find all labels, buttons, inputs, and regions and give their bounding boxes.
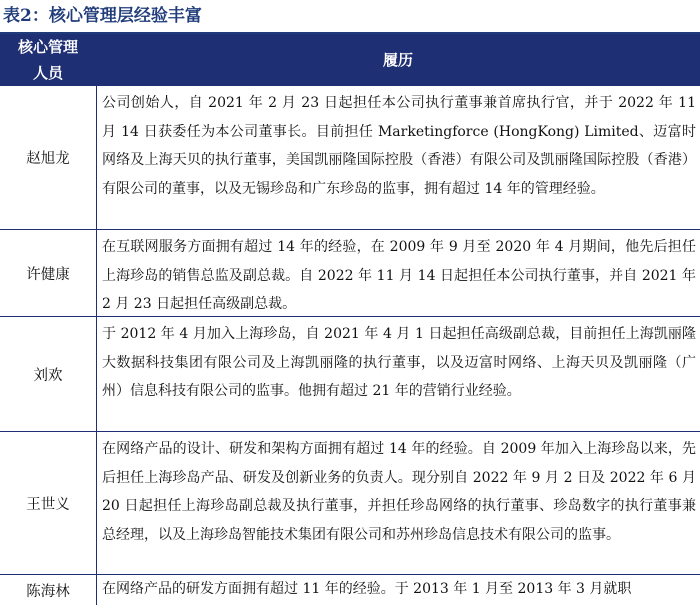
table-header [0,34,700,86]
table-row [0,230,700,316]
row-person-name: 刘欢 [33,367,63,384]
table-row [0,575,700,605]
row-resume-text: 公司创始人，自 2021 年 2 月 23 日起担任本公司执行董事兼首席执行官，并于 2022 年 11 月 14 日获委任为本公司董事长。目前担任 Marketingforce (HongKong) Limited、迈富时网络及上海天贝的执行董事，美国凯丽隆国际控股（香港）有限公司及凯丽隆国际控股（香港）有限公司的董事，以及无锡珍岛和广东珍岛的监事，拥有超过 14 年的管理经验。 [102,95,696,197]
table-row [0,317,700,431]
table-row [0,432,700,574]
row-person-name: 赵旭龙 [26,151,70,167]
row-resume-text: 在互联网服务方面拥有超过 14 年的经验，在 2009 年 9 月至 2020 年 4 月期间，他先后担任上海珍岛的销售总监及副总裁。自 2022 年 11 月 14 日起担任本公司执行董事，并自 2021 年 2 月 23 日起担任高级副总裁。 [102,239,696,312]
header-resume-column: 履历 [382,51,413,69]
row-resume-text: 在网络产品的设计、研发和架构方面拥有超过 14 年的经验。自 2009 年加入上海珍岛以来，先后担任上海珍岛产品、研发及创新业务的负责人。现分别自 2022 年 9 月 2 日及 2022 年 6 月 20 日起担任上海珍岛副总裁及执行董事，并担任珍岛网络的执行董事、珍岛数字的执行董事兼总经理，以及上海珍岛智能技术集团有限公司和苏州珍岛信息技术有限公司的监事。 [102,441,696,543]
header-name-column [0,34,96,86]
table-row [0,86,700,229]
header-name-label: 核心管理人员 [17,38,78,82]
row-person-name: 王世义 [26,496,70,513]
table-title: 表2：核心管理层经验丰富 [3,6,202,26]
row-person-name: 许健康 [26,266,70,283]
row-person-name: 陈海林 [26,583,70,600]
row-resume-text: 在网络产品的研发方面拥有超过 11 年的经验。于 2013 年 1 月至 2013 年 3 月就职 [102,581,632,597]
row-resume-text: 于 2012 年 4 月加入上海珍岛，自 2021 年 4 月 1 日起担任高级副总裁，目前担任上海凯丽隆大数据科技集团有限公司及上海凯丽隆的执行董事，以及迈富时网络、上海天贝及凯丽隆（广州）信息科技有限公司的监事。他拥有超过 21 年的营销行业经验。 [102,326,696,399]
